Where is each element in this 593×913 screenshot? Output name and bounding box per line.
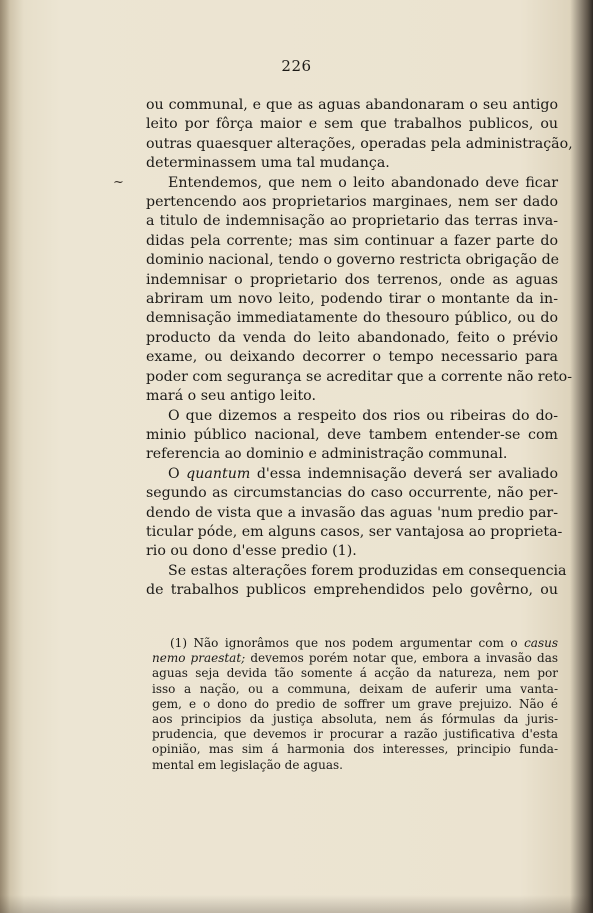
text-line: abriram um novo leito, podendo tirar o montante da in-	[146, 291, 558, 308]
footnote-line	[152, 636, 558, 651]
italic-term: quantum	[186, 465, 251, 482]
text-line: poder com segurança se acreditar que a corrente não reto-	[146, 368, 573, 385]
text-line: leito por fôrça maior e sem que trabalhos publicos, ou	[146, 116, 558, 133]
paragraph-5	[146, 562, 567, 601]
text-line: minio público nacional, deve tambem entender-se com	[146, 426, 558, 443]
footnote-line: mental em legislação de aguas.	[152, 757, 343, 772]
footnote-line: isso a nação, ou a communa, deixam de auferir uma vanta-	[152, 681, 558, 696]
text-line: O que dizemos a respeito dos rios ou ribeiras do do-	[168, 407, 558, 424]
text-line: pertencendo aos proprietarios marginaes, nem ser dado	[146, 194, 558, 211]
text-line: segundo as circumstancias do caso occurrente, não per-	[146, 485, 558, 502]
italic-term: nemo praestat;	[152, 651, 246, 666]
footnote-line: opinião, mas sim á harmonia dos interesses, principio funda-	[152, 742, 558, 757]
text-line: ticular póde, em alguns casos, ser vantajosa ao proprieta-	[146, 523, 563, 540]
text-line: referencia ao dominio e administração communal.	[146, 446, 508, 463]
footnote-line	[152, 651, 558, 666]
text-fragment: O	[168, 465, 187, 482]
text-line: ou communal, e que as aguas abandonaram o seu antigo	[146, 97, 558, 113]
text-line: outras quaesquer alterações, operadas pela administração,	[146, 135, 573, 152]
footnote-line: aos principios da justiça absoluta, nem ás fórmulas da juris-	[152, 712, 558, 727]
paragraph-1	[146, 96, 573, 174]
text-line	[146, 465, 558, 484]
page-number: 226	[281, 57, 312, 75]
text-line: mará o seu antigo leito.	[146, 388, 316, 405]
italic-term: casus	[524, 636, 558, 650]
text-line: rio ou dono d'esse predio (1).	[146, 543, 357, 560]
text-line: Se estas alterações forem produzidas em consequencia	[168, 562, 567, 579]
text-line: demnisação immediatamente do thesouro público, ou do	[146, 310, 558, 327]
text-line: determinassem uma tal mudança.	[146, 155, 390, 172]
text-line: de trabalhos publicos emprehendidos pelo govêrno, ou	[146, 582, 558, 599]
text-line: dendo de vista que a invasão das aguas 'num predio par-	[146, 504, 558, 521]
text-line: producto da venda do leito abandonado, feito o prévio	[146, 329, 558, 346]
text-line: Entendemos, que nem o leito abandonado deve ficar	[168, 174, 558, 191]
text-fragment: (1) Não ignorâmos que nos podem argumentar com o	[170, 636, 525, 650]
paragraph-3	[146, 407, 558, 465]
paragraph-4	[146, 465, 563, 562]
text-line: exame, ou deixando decorrer o tempo necessario para	[146, 349, 558, 366]
footnote-line: aguas seja devida tão somente á acção da natureza, nem por	[152, 666, 558, 681]
main-text	[146, 96, 573, 601]
text-fragment: d'essa indemnisação deverá ser avaliado	[250, 465, 558, 482]
footnote-line: gem, e o dono do predio de soffrer um grave prejuizo. Não é	[152, 696, 558, 711]
margin-ink-mark: ~	[113, 175, 124, 190]
page-bottom-edge	[0, 895, 593, 913]
text-line: didas pela corrente; mas sim continuar a fazer parte do	[146, 232, 558, 249]
text-fragment: devemos porém notar que, embora a invasão das	[245, 651, 559, 666]
text-line: dominio nacional, tendo o governo restricta obrigação de	[146, 252, 560, 269]
paragraph-2	[146, 174, 573, 407]
footnote	[152, 636, 558, 773]
footnote-line: prudencia, que devemos ir procurar a razão justificativa d'esta	[152, 727, 558, 742]
gutter-shadow	[0, 0, 10, 913]
text-line: indemnisar o proprietario dos terrenos, onde as aguas	[146, 271, 558, 288]
text-line: a titulo de indemnisação ao proprietario das terras inva-	[146, 213, 558, 230]
